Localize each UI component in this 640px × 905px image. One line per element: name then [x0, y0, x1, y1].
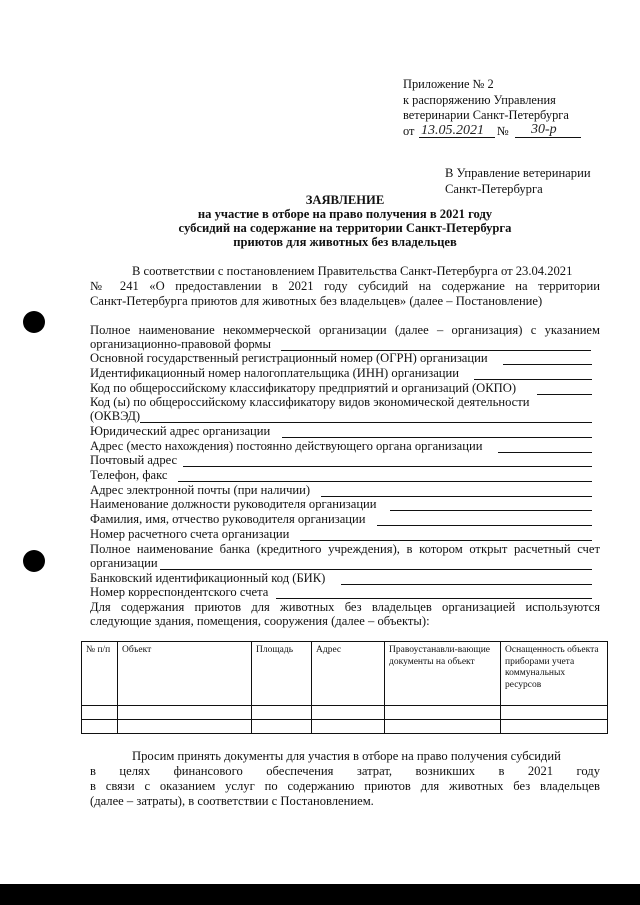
- table-row: [82, 720, 608, 734]
- field-inn-input[interactable]: [474, 379, 592, 380]
- field-okpo-input[interactable]: [537, 394, 592, 395]
- header-area: Площадь: [252, 642, 312, 706]
- appendix-line-3: ветеринарии Санкт-Петербурга: [403, 108, 569, 122]
- appendix-date-row: [403, 121, 569, 141]
- field-bik-label: Банковский идентификационный код (БИК): [90, 571, 326, 585]
- field-head-name-label: Фамилия, имя, отчество руководителя организации: [90, 512, 366, 526]
- number-label: №: [497, 123, 509, 138]
- field-location-address-label: Адрес (место нахождения) постоянно действующего органа организации: [90, 439, 483, 453]
- field-email-label: Адрес электронной почты (при наличии): [90, 483, 311, 497]
- field-location-address-input[interactable]: [498, 452, 592, 453]
- addressee-line-2: Санкт-Петербурга: [445, 181, 543, 196]
- header-number: № п/п: [82, 642, 118, 706]
- field-postal-address-label: Почтовый адрес: [90, 453, 178, 467]
- closing-word: в: [90, 764, 96, 778]
- header-address: Адрес: [312, 642, 385, 706]
- field-head-name-input[interactable]: [377, 525, 592, 526]
- title-line-2: субсидий на содержание на территории Санкт-Петербурга: [178, 221, 512, 235]
- objects-table: [81, 641, 608, 734]
- appendix-line-2: к распоряжению Управления: [403, 92, 556, 107]
- table-cell[interactable]: [118, 720, 252, 734]
- field-legal-address-input[interactable]: [282, 437, 592, 438]
- closing-word: возникших: [415, 764, 475, 778]
- addressee-line-1: В Управление ветеринарии: [445, 166, 591, 180]
- field-phone-label: Телефон, факс: [90, 468, 168, 482]
- field-bank-label-2: организации: [90, 556, 158, 570]
- intro-line-2: № 241 «О предоставлении в 2021 году субсидий на содержание на территории: [90, 279, 600, 293]
- closing-word: 2021: [527, 764, 554, 778]
- field-okved-label: Код (ы) по общероссийскому классификатору видов экономической деятельности: [90, 395, 530, 409]
- closing-word: в: [498, 764, 505, 778]
- table-row: [82, 706, 608, 720]
- table-cell[interactable]: [252, 706, 312, 720]
- header-title-documents: Правоустанавли-вающие документы на объект: [385, 642, 501, 706]
- objects-table-header: [82, 642, 608, 706]
- field-okpo-label: Код по общероссийскому классификатору предприятий и организаций (ОКПО): [90, 381, 517, 395]
- date-handwritten: 13.05.2021: [421, 122, 484, 138]
- appendix-block: [403, 77, 569, 141]
- table-cell[interactable]: [385, 706, 501, 720]
- closing-line-2: [90, 764, 600, 779]
- field-okved-label-2: (ОКВЭД): [90, 409, 141, 423]
- objects-intro-line-2: следующие здания, помещения, сооружения (далее – объекты):: [90, 614, 430, 628]
- closing-line-3: в связи с оказанием услуг по содержанию приютов для животных без владельцев: [90, 779, 600, 793]
- punch-hole-bottom: [23, 550, 45, 572]
- scan-bottom-edge: [0, 884, 640, 905]
- closing-line-1: Просим принять документы для участия в отборе на право получения субсидий: [132, 749, 561, 763]
- intro-line-3: Санкт-Петербурга приютов для животных без владельцев» (далее – Постановление): [90, 294, 543, 308]
- closing-word: финансового: [173, 764, 243, 778]
- table-cell[interactable]: [312, 706, 385, 720]
- date-prefix: от: [403, 123, 415, 138]
- table-cell[interactable]: [252, 720, 312, 734]
- title-line-3: приютов для животных без владельцев: [233, 235, 457, 249]
- field-postal-address-input[interactable]: [183, 466, 592, 467]
- field-head-position-input[interactable]: [390, 510, 592, 511]
- table-cell[interactable]: [501, 720, 608, 734]
- closing-line-4: (далее – затраты), в соответствии с Постановлением.: [90, 794, 374, 808]
- field-full-name-label: Полное наименование некоммерческой организации (далее – организация) с указанием: [90, 323, 600, 337]
- table-cell[interactable]: [501, 706, 608, 720]
- punch-hole-top: [23, 311, 45, 333]
- table-cell[interactable]: [312, 720, 385, 734]
- field-bank-input[interactable]: [160, 569, 592, 570]
- field-okved-input[interactable]: [140, 422, 592, 423]
- table-cell[interactable]: [385, 720, 501, 734]
- intro-line-1: В соответствии с постановлением Правительства Санкт-Петербурга от 23.04.2021: [132, 264, 573, 278]
- closing-word: году: [576, 764, 600, 778]
- appendix-line-1: Приложение № 2: [403, 77, 494, 91]
- field-legal-address-label: Юридический адрес организации: [90, 424, 271, 438]
- header-object: Объект: [118, 642, 252, 706]
- field-phone-input[interactable]: [178, 481, 592, 482]
- field-bik-input[interactable]: [341, 584, 592, 585]
- closing-word: обеспечения: [266, 764, 334, 778]
- field-head-position-label: Наименование должности руководителя организации: [90, 497, 377, 511]
- closing-word: целях: [119, 764, 151, 778]
- field-corr-account-label: Номер корреспондентского счета: [90, 585, 269, 599]
- field-full-name-label-2: организационно-правовой формы: [90, 337, 271, 351]
- field-ogrn-input[interactable]: [503, 364, 592, 365]
- field-account-label: Номер расчетного счета организации: [90, 527, 290, 541]
- document-title: ЗАЯВЛЕНИЕ: [305, 193, 385, 207]
- field-ogrn-label: Основной государственный регистрационный номер (ОГРН) организации: [90, 351, 488, 365]
- field-inn-label: Идентификационный номер налогоплательщика (ИНН) организации: [90, 366, 460, 380]
- field-account-input[interactable]: [300, 540, 592, 541]
- number-handwritten: 30-р: [531, 121, 557, 137]
- header-metering: Оснащенность объекта приборами учета коммунальных ресурсов: [501, 642, 608, 706]
- table-cell[interactable]: [82, 706, 118, 720]
- table-cell[interactable]: [82, 720, 118, 734]
- field-corr-account-input[interactable]: [276, 598, 592, 599]
- objects-intro-line-1: Для содержания приютов для животных без владельцев организацией используются: [90, 600, 600, 614]
- title-line-1: на участие в отборе на право получения в 2021 году: [197, 207, 493, 221]
- field-bank-label: Полное наименование банка (кредитного учреждения), в котором открыт расчетный счет: [90, 542, 600, 556]
- closing-word: затрат,: [356, 764, 393, 778]
- table-cell[interactable]: [118, 706, 252, 720]
